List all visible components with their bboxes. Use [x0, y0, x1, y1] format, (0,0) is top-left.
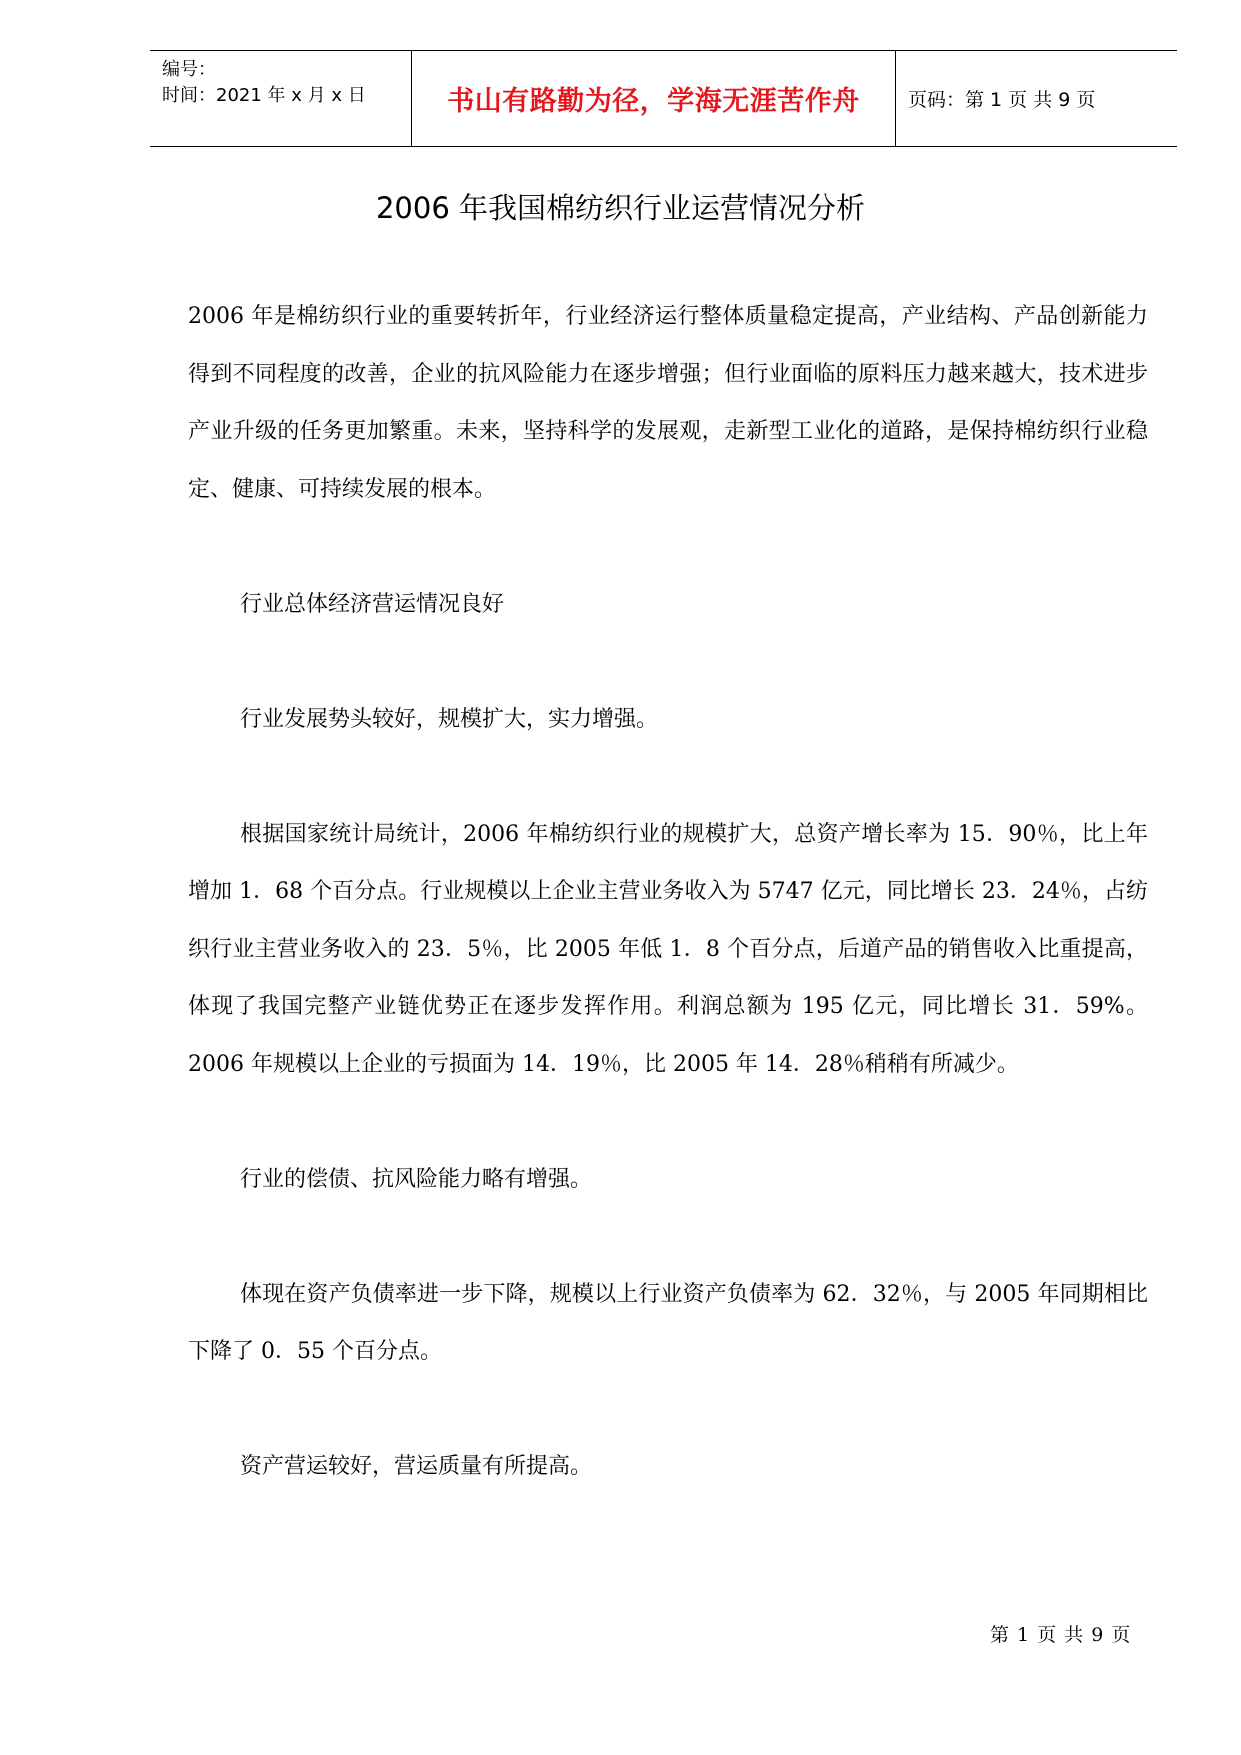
page-footer: 第 1 页 共 9 页 — [990, 1624, 1132, 1646]
document-number-label: 编号： — [162, 59, 216, 80]
document-time-label: 时间：2021 年 x 月 x 日 — [162, 85, 366, 106]
subheading: 行业发展势头较好，规模扩大，实力增强。 — [240, 706, 659, 732]
header-motto: 书山有路勤为径，学海无涯苦作舟 — [412, 51, 896, 146]
document-body — [188, 288, 1148, 1496]
body-paragraph: 体现在资产负债率进一步下降，规模以上行业资产负债率为 62．32％，与 2005 年同期相比下降了 0．55 个百分点。 — [188, 1281, 1148, 1364]
subheading: 资产营运较好，营运质量有所提高。 — [240, 1454, 593, 1479]
header-meta — [150, 51, 412, 146]
page-header — [150, 50, 1177, 147]
header-page-info: 页码：第 1 页 共 9 页 — [908, 89, 1096, 111]
subheading: 行业的偿债、抗风险能力略有增强。 — [240, 1166, 593, 1192]
document-title: 2006 年我国棉纺织行业运营情况分析 — [375, 191, 866, 225]
section-heading: 行业总体经济营运情况良好 — [240, 591, 505, 617]
intro-paragraph: 2006 年是棉纺织行业的重要转折年，行业经济运行整体质量稳定提高，产业结构、产品创新能力得到不同程度的改善，企业的抗风险能力在逐步增强；但行业面临的原料压力越来越大，技术进步产业升级的任务更加繁重。未来，坚持科学的发展观，走新型工业化的道路，是保持棉纺织行业稳定、健康、可持续发展的根本。 — [188, 304, 1148, 502]
body-paragraph: 根据国家统计局统计，2006 年棉纺织行业的规模扩大，总资产增长率为 15．90％，比上年增加 1．68 个百分点。行业规模以上企业主营业务收入为 5747 亿元，同比增长 23．24％，占纺织行业主营业务收入的 23．5％，比 2005 年低 1．8 个百分点，后道产品的销售收入比重提高，体现了我国完整产业链优势正在逐步发挥作用。利润总额为 195 亿元，同比增长 31．59%。2006 年规模以上企业的亏损面为 14．19％，比 2005 年 14．28％稍稍有所减少。 — [188, 821, 1148, 1077]
